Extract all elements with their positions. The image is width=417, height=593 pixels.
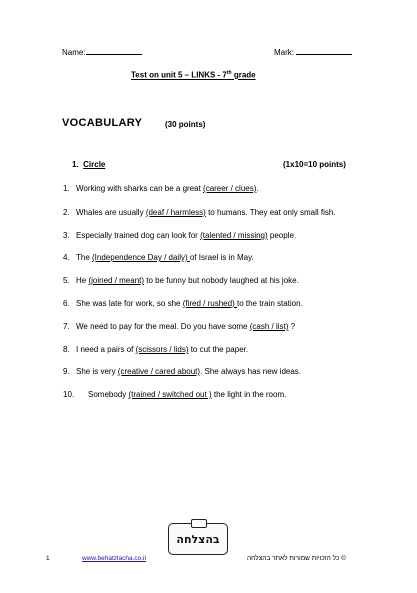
list-item: 6. She was late for work, so she (fired / rushed) to the train station.: [63, 299, 303, 308]
part-number: 1.: [72, 160, 79, 169]
answer-choice[interactable]: (talented / missing): [200, 231, 268, 240]
logo-tab-icon: [191, 519, 207, 528]
list-item: 2. Whales are usually (deaf / harmless) to humans. They eat only small fish.: [63, 208, 336, 217]
answer-choice[interactable]: (Independence Day / daily): [92, 253, 190, 262]
part-points: (1x10=10 points): [283, 160, 346, 169]
list-item: 7. We need to pay for the meal. Do you have some (cash / list) ?: [63, 322, 296, 331]
answer-choice[interactable]: (cash / list): [249, 322, 289, 331]
mark-label: Mark:: [274, 48, 294, 57]
site-link[interactable]: www.behatzlacha.co.il: [82, 555, 146, 562]
list-item: 9. She is very (creative / cared about). She always has new ideas.: [63, 367, 302, 376]
answer-choice[interactable]: (scissors / lids): [135, 345, 189, 354]
list-item: 3. Especially trained dog can look for (talented / missing) people.: [63, 231, 297, 240]
page-title: Test on unit 5 – LINKS - 7th grade: [131, 70, 256, 80]
answer-choice[interactable]: (joined / meant): [88, 276, 145, 285]
copyright-text: © כל הזכויות שמורות לאתר בהצלחה: [247, 555, 346, 562]
list-item: 1. Working with sharks can be a great (career / clues).: [63, 184, 259, 193]
part-heading: [72, 160, 105, 169]
name-label: Name:: [62, 48, 86, 57]
mark-field: [274, 46, 352, 57]
name-blank[interactable]: [86, 46, 142, 55]
name-field: [62, 46, 142, 57]
list-item: 4. The (Independence Day / daily) of Israel is in May.: [63, 253, 254, 262]
answer-choice[interactable]: (career / clues): [203, 184, 257, 193]
answer-choice[interactable]: (trained / switched out ): [128, 390, 212, 399]
list-item: 8. I need a pairs of (scissors / lids) to cut the paper.: [63, 345, 249, 354]
logo-text: בהצלחה: [176, 532, 220, 546]
answer-choice[interactable]: (creative / cared about): [117, 367, 201, 376]
section-title: VOCABULARY: [62, 117, 143, 129]
list-item: 5. He (joined / meant) to be funny but nobody laughed at his joke.: [63, 276, 299, 285]
part-title: Circle: [83, 160, 106, 169]
section-points: (30 points): [165, 120, 206, 129]
title-superscript: th: [226, 70, 232, 76]
answer-choice[interactable]: (fired / rushed): [182, 299, 237, 308]
behatzlacha-logo: [168, 523, 228, 555]
answer-choice[interactable]: (deaf / harmless): [145, 208, 206, 217]
mark-blank[interactable]: [296, 46, 352, 55]
page-number: 1: [46, 555, 50, 562]
list-item: 10. Somebody (trained / switched out ) the light in the room.: [63, 390, 287, 399]
